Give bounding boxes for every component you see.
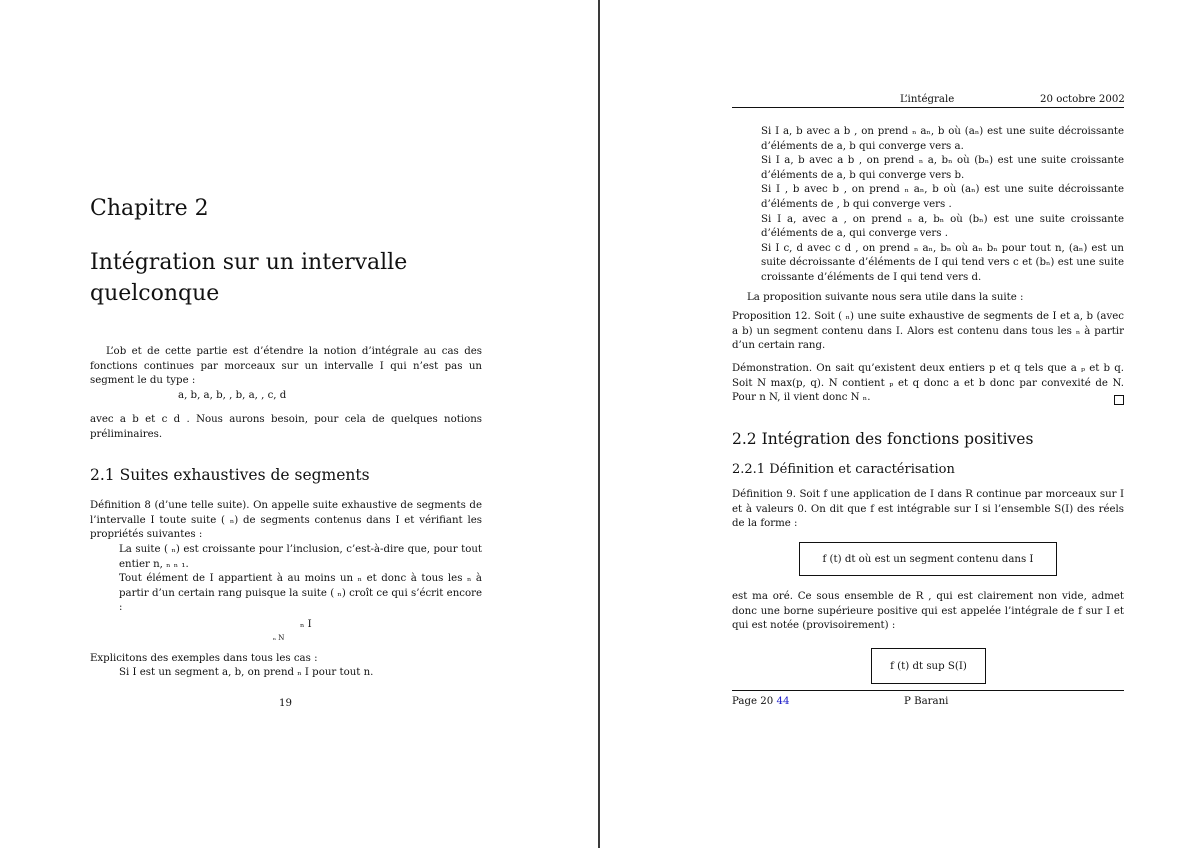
- demonstration-text: Démonstration. On sait qu’existent deux entiers p et q tels que a ₚ et b q. Soit N max(p, q). N contient ₚ et q donc a et b donc par convexité de N. Pour n N, il vient donc N ₙ.: [732, 363, 1124, 404]
- section-title-2-2: 2.2 Intégration des fonctions positives: [732, 430, 1034, 448]
- intro-paragraph: [90, 345, 482, 389]
- page-number: 19: [279, 698, 292, 709]
- intro-text-2: avec a b et c d . Nous aurons besoin, pour cela de quelques notions préliminaires.: [90, 414, 482, 440]
- integral-box-sup: [871, 648, 986, 684]
- header-rule: [732, 107, 1124, 108]
- after-box-text: est ma oré. Ce sous ensemble de R , qui est clairement non vide, admet donc une borne supérieure positive qui est appelée l’intégrale de f sur I et qui est notée (provisoirement) :: [732, 591, 1124, 632]
- right-page: [601, 0, 1200, 848]
- definition-heading: Définition 8 (d’une telle suite).: [90, 500, 250, 511]
- case-1: Si I a, b avec a b , on prend ₙ aₙ, b où (aₙ) est une suite décroissante d’éléments de a, b qui converge vers a.: [761, 126, 1124, 152]
- definition-item-1: [119, 543, 482, 572]
- page-divider: [598, 0, 600, 848]
- integral-box-segment: [799, 542, 1057, 576]
- chapter-label: Chapitre 2: [90, 196, 209, 221]
- union-formula: ₙ I: [300, 619, 312, 630]
- footer-total-pages-link[interactable]: 44: [776, 696, 790, 707]
- example-segment: Si I est un segment a, b, on prend ₙ I pour tout n.: [119, 667, 374, 678]
- intro-text: L’ob et de cette partie est d’étendre la notion d’intégrale au cas des fonctions continues par morceaux sur un intervalle I qui n’est pas un segment le du type :: [90, 346, 482, 387]
- case-5: Si I c, d avec c d , on prend ₙ aₙ, bₙ où aₙ bₙ pour tout n, (aₙ) est un suite décroissante d’éléments de I qui tend vers c et (bₙ) est une suite croissante d’éléments de I qui tend vers d.: [761, 242, 1124, 283]
- proposition-intro: La proposition suivante nous sera utile dans la suite :: [747, 292, 1024, 303]
- definition-9-text: Définition 9. Soit f une application de I dans R continue par morceaux sur I et à valeurs 0. On dit que f est intégrable sur I si l’ensemble S(I) des réels de la forme :: [732, 489, 1124, 530]
- case-2: Si I a, b avec a b , on prend ₙ a, bₙ où (bₙ) est une suite croissante d’éléments de a, b qui converge vers b.: [761, 155, 1124, 181]
- definition-body: On appelle suite exhaustive de segments de l’intervalle I toute suite ( ₙ) de segments contenus dans I et vérifiant les propriétés suivantes :: [90, 500, 482, 541]
- definition-item-2: [119, 572, 482, 616]
- footer-rule: [732, 690, 1124, 691]
- examples-line: Explicitons des exemples dans tous les cas :: [90, 653, 318, 664]
- header-date: 20 octobre 2002: [1040, 94, 1125, 105]
- intro-formula: a, b, a, b, , b, a, , c, d: [178, 390, 287, 401]
- definition-8: [90, 499, 482, 543]
- definition-9: [732, 488, 1124, 532]
- subsection-title: 2.2.1 Définition et caractérisation: [732, 462, 955, 477]
- chapter-title: Intégration sur un intervalle quelconque: [90, 250, 408, 306]
- union-subscript: ₙ N: [273, 634, 285, 642]
- definition-item-1-text: La suite ( ₙ) est croissante pour l’inclusion, c’est-à-dire que, pour tout entier n, ₙ ₙ ₁.: [119, 544, 482, 570]
- demonstration: [732, 362, 1124, 406]
- cases-list: [761, 125, 1124, 286]
- footer-page: [732, 695, 789, 709]
- proposition-12: [732, 310, 1124, 354]
- case-4: Si I a, avec a , on prend ₙ a, bₙ où (bₙ) est une suite croissante d’éléments de a, qui converge vers .: [761, 213, 1124, 240]
- proposition-text: Proposition 12. Soit ( ₙ) une suite exhaustive de segments de I et a, b (avec a b) un segment contenu dans I. Alors est contenu dans tous les ₙ à partir d’un certain rang.: [732, 311, 1124, 352]
- after-box-paragraph: [732, 590, 1124, 634]
- footer-page-label: Page 20: [732, 696, 774, 707]
- integral-box-segment-text: f (t) dt où est un segment contenu dans I: [822, 553, 1034, 565]
- left-page: [0, 0, 598, 848]
- intro-paragraph-2: [90, 413, 482, 442]
- qed-square-icon: [1114, 395, 1124, 405]
- header-title: L’intégrale: [900, 94, 955, 105]
- definition-item-2-text: Tout élément de I appartient à au moins un ₙ et donc à tous les ₙ à partir d’un certain rang puisque la suite ( ₙ) croît ce qui s’écrit encore :: [119, 573, 482, 614]
- case-3: Si I , b avec b , on prend ₙ aₙ, b où (aₙ) est une suite décroissante d’éléments de , b qui converge vers .: [761, 184, 1124, 210]
- integral-box-sup-text: f (t) dt sup S(I): [890, 660, 967, 672]
- section-title: 2.1 Suites exhaustives de segments: [90, 466, 370, 484]
- footer-author: P Barani: [904, 696, 949, 707]
